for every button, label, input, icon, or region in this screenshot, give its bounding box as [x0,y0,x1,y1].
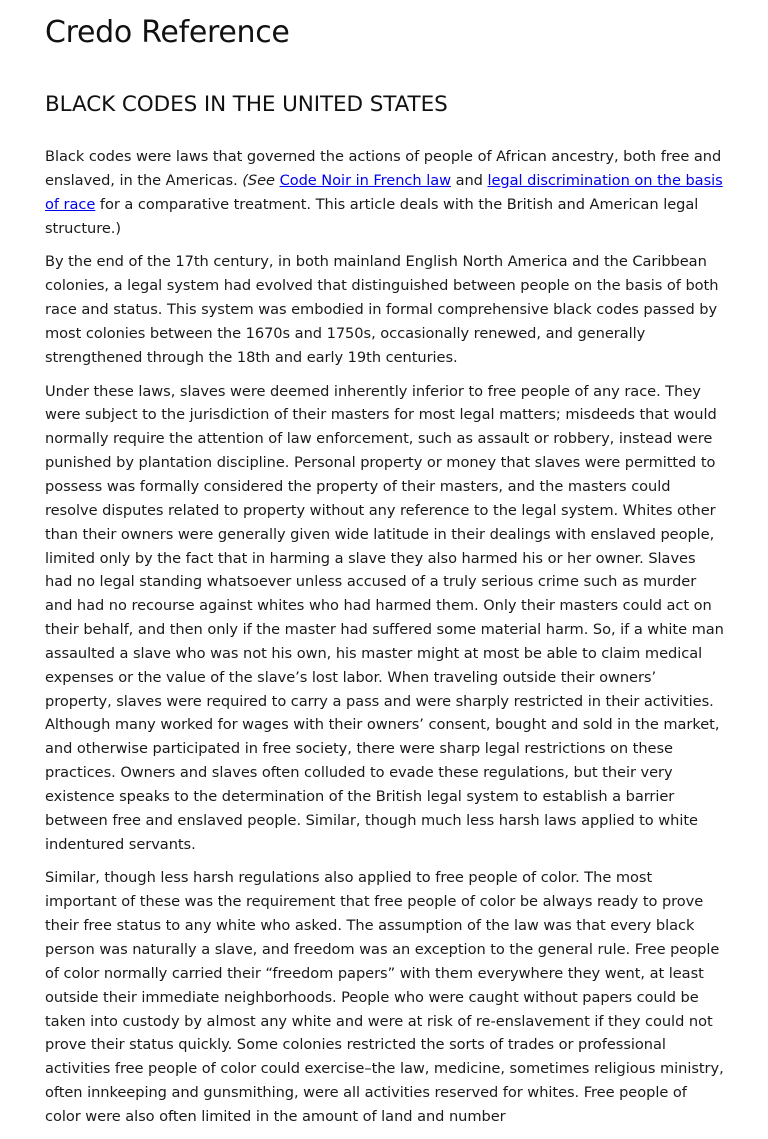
paragraph-intro [45,145,725,240]
see-text: (See [242,171,275,189]
site-title: Credo Reference [45,15,290,50]
article-title: BLACK CODES IN THE UNITED STATES [45,92,448,117]
link-code-noir[interactable]: Code Noir in French law [279,171,451,189]
article-page [45,0,725,1139]
and-text: and [450,171,488,189]
article-body [45,145,725,1129]
paragraph-3: Under these laws, slaves were deemed inherently inferior to free people of any race. They were subject to the jurisdiction of their masters for most legal matters; misdeeds that would normally require the attention of law enforcement, such as assault or robbery, instead were punished by plantation discipline. Personal property or money that slaves were permitted to possess was formally considered the property of their masters, and the masters could resolve disputes related to property without any reference to the legal system. Whites other than their owners were generally given wide latitude in their dealings with enslaved people, limited only by the fact that in harming a slave they also harmed his or her owner. Slaves had no legal standing whatsoever unless accused of a truly serious crime such as murder and had no recourse against whites who had harmed them. Only their masters could act on their behalf, and then only if the master had suffered some material harm. So, if a white man assaulted a slave who was not his own, his master might at most be able to claim medical expenses or the value of the slave’s lost labor. When traveling outside their owners’ property, slaves were required to carry a pass and were sharply restricted in their activities. Although many worked for wages with their owners’ consent, bought and sold in the market, and otherwise participated in free society, there were sharp legal restrictions on these practices. Owners and slaves often colluded to evade these regulations, but their very existence speaks to the determination of the British legal system to establish a barrier between free and enslaved people. Similar, though much less harsh laws applied to white indentured servants. [45,382,724,853]
paragraph-2: By the end of the 17th century, in both mainland English North America and the Caribbean colonies, a legal system had evolved that distinguished between people on the basis of both race and status. This system was embodied in formal comprehensive black codes passed by most colonies between the 1670s and 1750s, occasionally renewed, and generally strengthened through the 18th and early 19th centuries. [45,253,719,366]
link-legal-discrimination[interactable]: legal discrimination on the basis of race [45,171,723,213]
intro-text-end: for a comparative treatment. This article deals with the British and American legal structure.) [45,195,699,237]
paragraph-4: Similar, though less harsh regulations also applied to free people of color. The most important of these was the requirement that free people of color be always ready to prove their free status to any white who asked. The assumption of the law was that every black person was naturally a slave, and freedom was an exception to the general rule. Free people of color normally carried their “freedom papers” with them everywhere they went, at least outside their immediate neighborhoods. People who were caught without papers could be taken into custody by almost any white and were at risk of re-enslavement if they could not prove their status quickly. Some colonies restricted the sorts of trades or professional activities free people of color could exercise–the law, medicine, sometimes religious ministry, often innkeeping and gunsmithing, were all activities reserved for whites. Free people of color were also often limited in the amount of land and number [45,869,724,1125]
intro-text: Black codes were laws that governed the actions of people of African ancestry, both free and enslaved, in the Americas. [45,148,722,189]
